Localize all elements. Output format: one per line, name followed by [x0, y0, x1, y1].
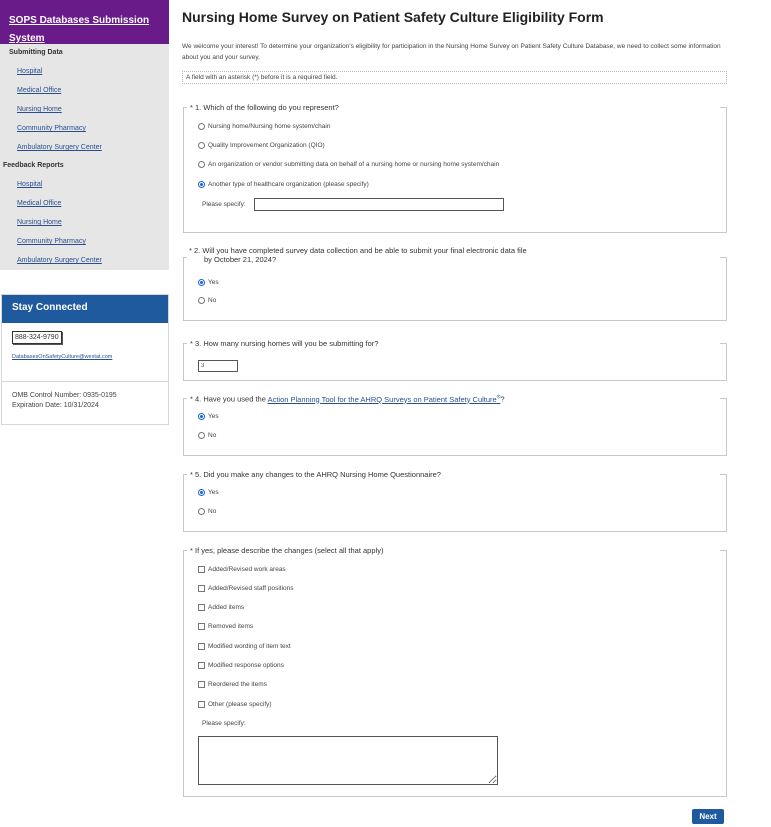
- change-option-modified-response[interactable]: [198, 662, 284, 669]
- action-planning-tool-link[interactable]: [268, 395, 501, 404]
- change-option-removed-items[interactable]: [198, 623, 253, 630]
- change-option-added-items[interactable]: [198, 604, 244, 611]
- q2-option-no[interactable]: [198, 297, 216, 304]
- question-2-label: [188, 246, 528, 264]
- q1-option-other[interactable]: [198, 181, 369, 188]
- q5-option-yes[interactable]: [198, 489, 219, 496]
- sidebar-title-bar: [0, 0, 169, 44]
- question-4-label: [189, 394, 506, 404]
- q5-option-label: No: [208, 508, 217, 515]
- change-option-label: Reordered the items: [208, 681, 267, 688]
- change-option-label: Removed items: [208, 623, 254, 630]
- sidebar-nav: [0, 44, 169, 270]
- q1-option-label: Quality Improvement Organization (QIO): [208, 142, 325, 149]
- change-option-modified-wording[interactable]: [198, 643, 291, 650]
- sidebar-item-submit-nursing-home[interactable]: Nursing Home: [17, 106, 62, 113]
- email-link[interactable]: DatabasesOnSafetyCulture@westat.com: [12, 354, 113, 360]
- q1-radio-0[interactable]: [198, 123, 205, 130]
- changes-group: [183, 546, 727, 797]
- q1-specify-label: Please specify:: [202, 201, 246, 208]
- question-2-label-line1: * 2. Will you have completed survey data collection and be able to submit your final electronic data file: [189, 246, 527, 255]
- sidebar-title-link[interactable]: SOPS Databases Submission System: [9, 15, 150, 44]
- checkbox[interactable]: [198, 681, 205, 688]
- feedback-reports-heading: Feedback Reports: [3, 162, 64, 169]
- q1-option-label: Nursing home/Nursing home system/chain: [208, 123, 331, 130]
- q1-option-label: An organization or vendor submitting data on behalf of a nursing home or nursing home system/chain: [208, 161, 500, 168]
- omb-control-number: OMB Control Number: 0935-0195: [12, 392, 117, 399]
- change-option-staff-positions[interactable]: [198, 585, 294, 592]
- question-3-label: * 3. How many nursing homes will you be submitting for?: [190, 339, 379, 348]
- q4-link-suffix: ®: [496, 394, 501, 400]
- q4-option-yes[interactable]: [198, 413, 219, 420]
- changes-specify-label: Please specify:: [202, 720, 246, 727]
- question-1-group: [183, 103, 727, 233]
- q3-count-input[interactable]: [198, 360, 238, 372]
- change-option-other[interactable]: [198, 701, 272, 708]
- sidebar-item-submit-community-pharmacy[interactable]: Community Pharmacy: [17, 125, 86, 132]
- q4-option-label: Yes: [208, 413, 219, 420]
- q1-option-vendor[interactable]: [198, 161, 499, 168]
- q4-option-label: No: [208, 432, 217, 439]
- q5-option-label: Yes: [208, 489, 219, 496]
- checkbox[interactable]: [198, 662, 205, 669]
- q5-radio-no[interactable]: [198, 508, 205, 515]
- q2-radio-yes[interactable]: [198, 279, 205, 286]
- question-4-group: [183, 394, 727, 456]
- q1-option-nursing-home[interactable]: [198, 123, 330, 130]
- sidebar-item-submit-hospital[interactable]: Hospital: [17, 68, 43, 75]
- sidebar-item-feedback-community-pharmacy[interactable]: Community Pharmacy: [17, 238, 86, 245]
- next-button[interactable]: Next: [692, 809, 724, 824]
- sidebar-item-feedback-nursing-home[interactable]: Nursing Home: [17, 219, 62, 226]
- question-5-label: * 5. Did you make any changes to the AHRQ Nursing Home Questionnaire?: [190, 470, 441, 479]
- sidebar-item-feedback-hospital[interactable]: Hospital: [17, 181, 43, 188]
- q1-option-label: Another type of healthcare organization (please specify): [208, 181, 369, 188]
- checkbox[interactable]: [198, 623, 205, 630]
- sidebar-item-submit-ambulatory-surgery[interactable]: Ambulatory Surgery Center: [17, 144, 102, 151]
- changes-specify-textarea[interactable]: [198, 736, 498, 785]
- change-option-work-areas[interactable]: [198, 566, 286, 573]
- changes-label: * If yes, please describe the changes (select all that apply): [190, 546, 384, 555]
- expiration-date: Expiration Date: 10/31/2024: [12, 402, 99, 409]
- q4-label-prefix: * 4. Have you used the: [190, 394, 268, 404]
- q1-radio-2[interactable]: [198, 161, 205, 168]
- q5-radio-yes[interactable]: [198, 489, 205, 496]
- checkbox[interactable]: [198, 585, 205, 592]
- q1-option-qio[interactable]: [198, 142, 325, 149]
- q4-radio-no[interactable]: [198, 432, 205, 439]
- q2-radio-no[interactable]: [198, 297, 205, 304]
- checkbox[interactable]: [198, 643, 205, 650]
- sidebar-item-submit-medical-office[interactable]: Medical Office: [17, 87, 62, 94]
- q5-option-no[interactable]: [198, 508, 216, 515]
- change-option-label: Added/Revised work areas: [208, 566, 286, 573]
- change-option-label: Added/Revised staff positions: [208, 585, 294, 592]
- q1-radio-1[interactable]: [198, 142, 205, 149]
- required-field-note: A field with an asterisk (*) before it is a required field.: [182, 71, 727, 84]
- stay-connected-heading: Stay Connected: [2, 295, 168, 323]
- sidebar-item-feedback-ambulatory-surgery[interactable]: Ambulatory Surgery Center: [17, 257, 102, 264]
- stay-connected-panel: [1, 294, 169, 382]
- q1-specify-input[interactable]: [254, 198, 504, 211]
- intro-text: We welcome your interest! To determine your organization's eligibility for participation in the Nursing Home Survey on Patient Safety Culture Database, we need to collect some information about you and your survey.: [182, 43, 721, 61]
- checkbox[interactable]: [198, 701, 205, 708]
- q4-radio-yes[interactable]: [198, 413, 205, 420]
- omb-info: [1, 382, 169, 425]
- sidebar-item-feedback-medical-office[interactable]: Medical Office: [17, 200, 62, 207]
- phone-number[interactable]: 888-324-9790: [12, 331, 62, 344]
- change-option-reordered[interactable]: [198, 681, 267, 688]
- page-title: Nursing Home Survey on Patient Safety Culture Eligibility Form: [182, 9, 604, 25]
- q4-label-suffix: ?: [500, 394, 505, 404]
- change-option-label: Other (please specify): [208, 701, 272, 708]
- q2-option-label: Yes: [208, 279, 219, 286]
- q4-link-text: Action Planning Tool for the AHRQ Surveys on Patient Safety Culture: [267, 394, 497, 404]
- q2-option-label: No: [208, 297, 217, 304]
- change-option-label: Added items: [208, 604, 245, 611]
- q4-option-no[interactable]: [198, 432, 216, 439]
- checkbox[interactable]: [198, 566, 205, 573]
- q1-radio-3[interactable]: [198, 181, 205, 188]
- change-option-label: Modified response options: [208, 662, 284, 669]
- q2-option-yes[interactable]: [198, 279, 219, 286]
- checkbox[interactable]: [198, 604, 205, 611]
- question-5-group: [183, 470, 727, 532]
- submitting-data-heading: Submitting Data: [9, 49, 63, 56]
- question-2-group: [183, 246, 727, 321]
- question-2-label-line2: by October 21, 2024?: [189, 255, 276, 264]
- question-1-label: * 1. Which of the following do you represent?: [190, 103, 339, 112]
- question-3-group: [183, 339, 727, 381]
- change-option-label: Modified wording of item text: [208, 643, 291, 650]
